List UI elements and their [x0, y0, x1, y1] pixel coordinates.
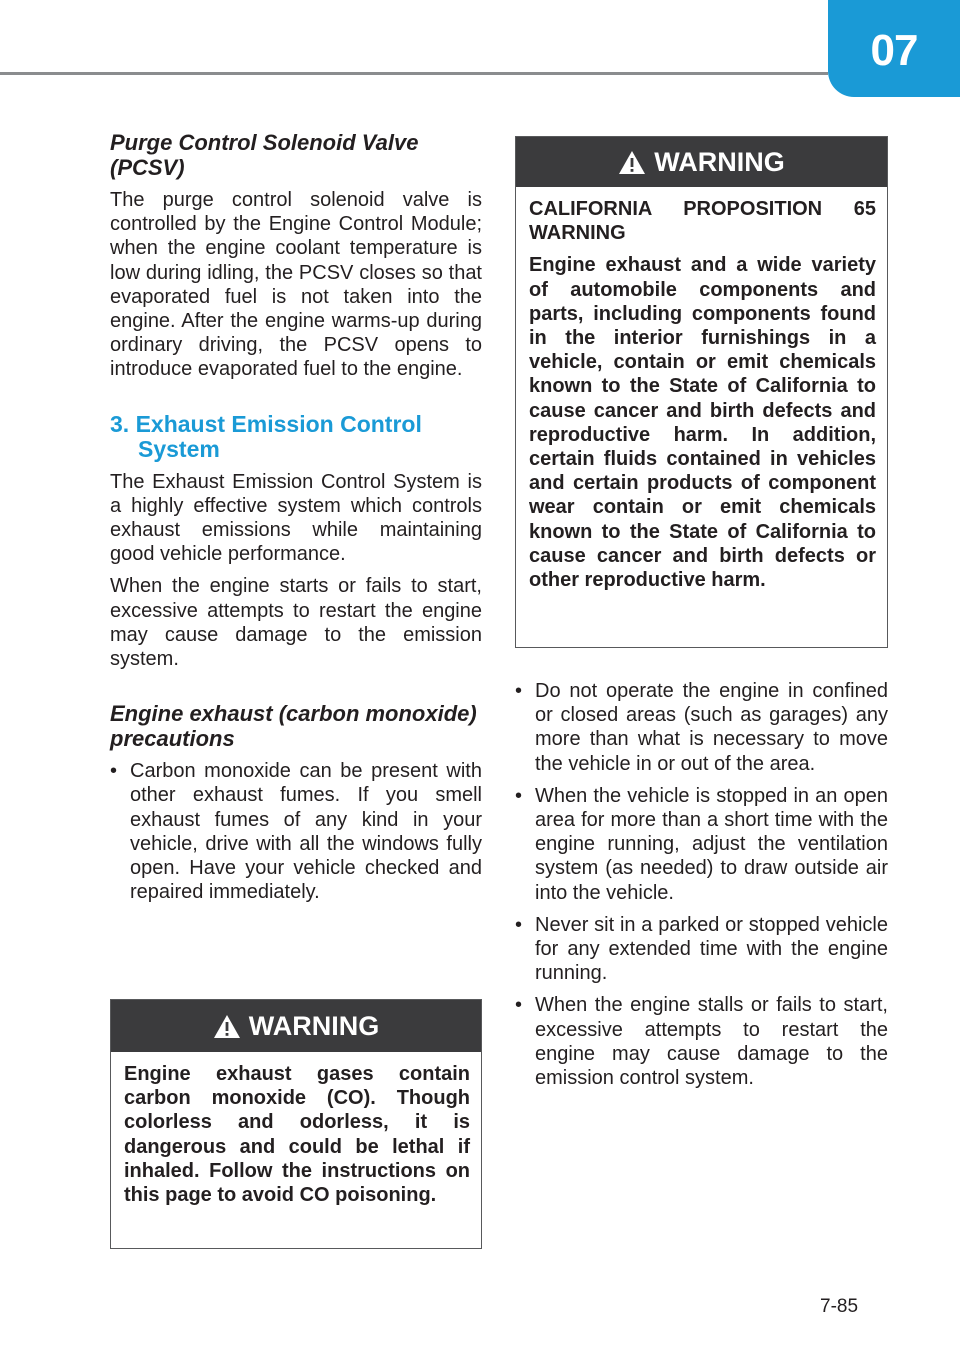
- list-item: • When the vehicle is stopped in an open area for more than a short time with the engine running, adjust the ventilation system (as needed) to draw outside air into the vehicle.: [515, 784, 888, 904]
- exhaust-safety-list: [515, 679, 888, 1090]
- warning-body: [516, 187, 887, 610]
- warning-header: [111, 1000, 481, 1052]
- warning-triangle-icon: [618, 150, 646, 175]
- list-item: • Do not operate the engine in confined or closed areas (such as garages) any more than what is necessary to move the vehicle in or out of the area.: [515, 680, 888, 775]
- section-paragraph: The Exhaust Emission Control System is a highly effective system which controls exhaust emissions while maintaining good vehicle performance.: [110, 470, 482, 566]
- left-column: [110, 130, 482, 912]
- section-heading-exhaust: 3. Exhaust Emission Control System: [110, 410, 422, 462]
- warning-text: Engine exhaust gases contain carbon monoxide (CO). Though colorless and odorless, it is dangerous and could be lethal if inhaled. Follow the instructions on this page to avoid CO poisoning.: [124, 1063, 470, 1207]
- warning-label: WARNING: [248, 1010, 380, 1041]
- warning-triangle-icon: [213, 1014, 241, 1039]
- page-number: 7-85: [820, 1296, 859, 1317]
- warning-header: [516, 137, 887, 187]
- list-item: • Carbon monoxide can be present with other exhaust fumes. If you smell exhaust fumes of any kind in your vehicle, drive with all the windows fully open. Have your vehicle checked and repaired immediately.: [110, 760, 482, 904]
- pcsv-heading: Purge Control Solenoid Valve (PCSV): [110, 130, 419, 180]
- pcsv-paragraph: The purge control solenoid valve is controlled by the Engine Control Module; when the engine coolant temperature is low during idling, the PCSV closes so that evaporated fuel is not taken into the engine. After the engine warms-up during ordinary driving, the PCSV opens to introduce evaporated fuel to the engine.: [110, 189, 482, 381]
- section-paragraph: When the engine starts or fails to start, excessive attempts to restart the engine may cause damage to the emission system.: [110, 575, 482, 671]
- list-item: • Never sit in a parked or stopped vehicle for any extended time with the engine running.: [515, 913, 888, 985]
- warning-label: WARNING: [654, 146, 785, 177]
- warning-box-co: [110, 999, 482, 1249]
- right-column: [515, 679, 888, 1098]
- list-item: • When the engine stalls or fails to start, excessive attempts to restart the engine may cause damage to the emission control system.: [515, 994, 888, 1090]
- chapter-tab: 07: [828, 0, 960, 97]
- co-precautions-list: [110, 759, 482, 904]
- header-rule: [0, 72, 828, 75]
- co-precautions-heading: Engine exhaust (carbon monoxide) precautions: [110, 701, 477, 752]
- warning-title: CALIFORNIA PROPOSITION 65 WARNING: [529, 198, 876, 245]
- warning-body: [111, 1052, 481, 1225]
- warning-box-prop65: [515, 136, 888, 648]
- warning-text: Engine exhaust and a wide variety of automobile components and parts, including components found in the interior furnishings in a vehicle, contain or emit chemicals known to the State of California to cause cancer and birth defects and reproductive harm. In addition, certain fluids contained in vehicles and certain products of component wear contain or emit chemicals known to the State of California to cause cancer and birth defects or other reproductive harm.: [529, 254, 876, 592]
